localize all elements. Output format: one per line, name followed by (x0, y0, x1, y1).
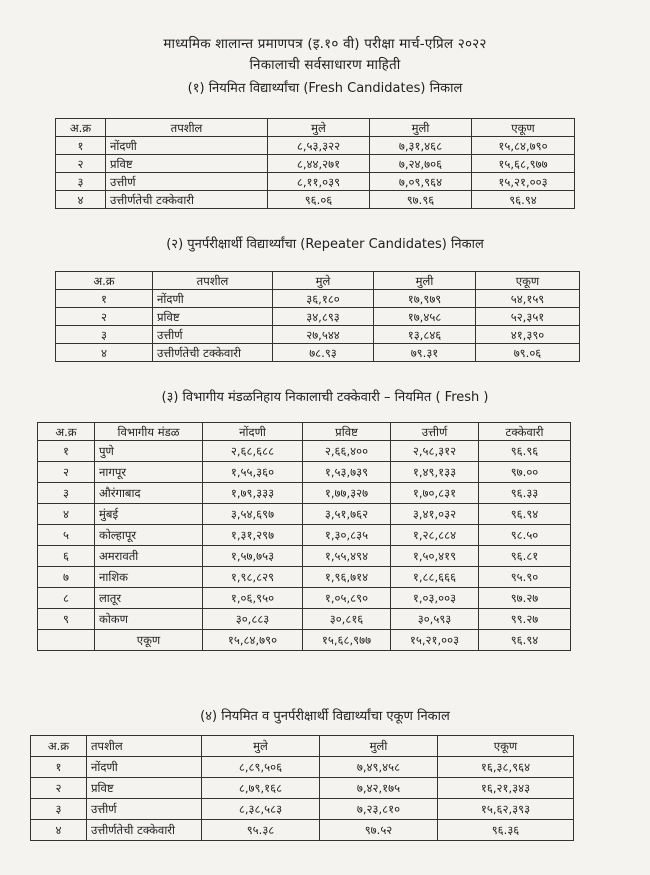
total-cell: ५२,३५१ (476, 308, 580, 326)
passed-cell: १,५०,४१९ (391, 546, 479, 567)
girls-cell: ७,०९,९६४ (370, 173, 472, 191)
boys-cell: ८,४४,२७१ (268, 155, 370, 173)
column-header: नोंदणी (203, 423, 303, 441)
girls-cell: ९७.५२ (320, 820, 438, 841)
board-cell: पुणे (95, 441, 203, 462)
total-cell: १५,६२,३९३ (438, 799, 574, 820)
boys-cell: ९५.३८ (202, 820, 320, 841)
passed-cell: १५,२१,००३ (391, 630, 479, 651)
percentage-cell: ९७.२७ (479, 588, 571, 609)
total-label-cell: एकूण (95, 630, 203, 651)
column-header: मुले (202, 736, 320, 757)
registered-cell: १,५५,३६० (203, 462, 303, 483)
boys-cell: ८,८९,५०६ (202, 757, 320, 778)
column-header: अ.क्र (31, 736, 87, 757)
column-header: टक्केवारी (479, 423, 571, 441)
registered-cell: ३,५४,६९७ (203, 504, 303, 525)
girls-cell: ७,२४,७०६ (370, 155, 472, 173)
column-header: एकूण (472, 119, 575, 137)
girls-cell: ९७.९६ (370, 191, 472, 209)
registered-cell: १,०६,९५० (203, 588, 303, 609)
table-row (38, 483, 571, 504)
boys-cell: ३४,८९३ (273, 308, 374, 326)
table-row (38, 609, 571, 630)
appeared-cell: १,९६,७१४ (303, 567, 391, 588)
percentage-cell: ९९.२७ (479, 609, 571, 630)
appeared-cell: १,५३,७३९ (303, 462, 391, 483)
detail-cell: उत्तीर्णतेची टक्केवारी (106, 191, 268, 209)
appeared-cell: ३,५१,७६२ (303, 504, 391, 525)
serial-cell: ७ (38, 567, 95, 588)
boys-cell: ८,५३,३२२ (268, 137, 370, 155)
boys-cell: ८,११,०३९ (268, 173, 370, 191)
table-header-row (31, 736, 574, 757)
percentage-cell: ९७.०० (479, 462, 571, 483)
serial-cell: १ (56, 290, 153, 308)
board-cell: औरंगाबाद (95, 483, 203, 504)
table-header-row (56, 272, 580, 290)
detail-cell: उत्तीर्ण (106, 173, 268, 191)
passed-cell: ३०,५९३ (391, 609, 479, 630)
total-cell: ९६.९४ (472, 191, 575, 209)
table-row (56, 191, 575, 209)
serial-cell: २ (31, 778, 87, 799)
detail-cell: उत्तीर्णतेची टक्केवारी (153, 344, 273, 362)
section-4-title: (४) नियमित व पुनर्परीक्षार्थी विद्यार्थ्यांचा एकूण निकाल (200, 709, 450, 724)
detail-cell: उत्तीर्ण (87, 799, 202, 820)
board-cell: लातूर (95, 588, 203, 609)
column-header: उत्तीर्ण (391, 423, 479, 441)
column-header: अ.क्र (56, 272, 153, 290)
percentage-cell: ९६.९४ (479, 630, 571, 651)
table-row (38, 588, 571, 609)
percentage-cell: ९५.९० (479, 567, 571, 588)
board-cell: अमरावती (95, 546, 203, 567)
total-cell: १६,३८,९६४ (438, 757, 574, 778)
registered-cell: १५,८४,७९० (203, 630, 303, 651)
girls-cell: १७,९७९ (374, 290, 476, 308)
table-row (38, 441, 571, 462)
serial-cell: ४ (56, 191, 106, 209)
serial-cell: ३ (38, 483, 95, 504)
appeared-cell: ३०,८१६ (303, 609, 391, 630)
combined-result-table (30, 735, 574, 841)
column-header: तपशील (87, 736, 202, 757)
registered-cell: १,३१,२९७ (203, 525, 303, 546)
document-subtitle: निकालाची सर्वसाधारण माहिती (249, 57, 401, 73)
appeared-cell: १,०५,८९० (303, 588, 391, 609)
divisional-board-table (37, 422, 571, 651)
total-cell: १५,८४,७९० (472, 137, 575, 155)
boys-cell: ३६,१८० (273, 290, 374, 308)
column-header: अ.क्र (38, 423, 95, 441)
table-row (56, 326, 580, 344)
column-header: मुले (268, 119, 370, 137)
boys-cell: २७,५४४ (273, 326, 374, 344)
serial-cell: ८ (38, 588, 95, 609)
girls-cell: ७,२३,८१० (320, 799, 438, 820)
table-total-row (38, 630, 571, 651)
table-row (38, 525, 571, 546)
column-header: एकूण (438, 736, 574, 757)
serial-cell: ९ (38, 609, 95, 630)
column-header: मुली (370, 119, 472, 137)
serial-cell: ५ (38, 525, 95, 546)
column-header: मुली (320, 736, 438, 757)
serial-cell: ३ (56, 326, 153, 344)
boys-cell: ८,७९,१६८ (202, 778, 320, 799)
table-header-row (38, 423, 571, 441)
total-cell: १५,२१,००३ (472, 173, 575, 191)
table-row (31, 799, 574, 820)
detail-cell: उत्तीर्ण (153, 326, 273, 344)
detail-cell: प्रविष्ट (87, 778, 202, 799)
registered-cell: १,९८,८२९ (203, 567, 303, 588)
appeared-cell: १,७७,३२७ (303, 483, 391, 504)
appeared-cell: १५,६८,९७७ (303, 630, 391, 651)
appeared-cell: १,५५,४९४ (303, 546, 391, 567)
section-3-title: (३) विभागीय मंडळनिहाय निकालाची टक्केवारी – नियमित ( Fresh ) (161, 390, 489, 405)
table-row (38, 546, 571, 567)
girls-cell: ७,४२,१७५ (320, 778, 438, 799)
table-row (31, 820, 574, 841)
girls-cell: ७९.३१ (374, 344, 476, 362)
registered-cell: १,७९,३३३ (203, 483, 303, 504)
serial-cell: ४ (38, 504, 95, 525)
table-row (56, 344, 580, 362)
boys-cell: ९६.०६ (268, 191, 370, 209)
percentage-cell: ९६.९४ (479, 504, 571, 525)
total-cell: १५,६८,९७७ (472, 155, 575, 173)
serial-cell: ४ (31, 820, 87, 841)
appeared-cell: १,३०,८३५ (303, 525, 391, 546)
column-header: एकूण (476, 272, 580, 290)
board-cell: नागपूर (95, 462, 203, 483)
serial-cell: २ (56, 155, 106, 173)
total-cell: ९६.३६ (438, 820, 574, 841)
total-cell: ४१,३९० (476, 326, 580, 344)
detail-cell: प्रविष्ट (106, 155, 268, 173)
detail-cell: नोंदणी (153, 290, 273, 308)
table-row (56, 308, 580, 326)
total-cell: ५४,१५९ (476, 290, 580, 308)
passed-cell: ३,४१,०३२ (391, 504, 479, 525)
total-cell: १६,२१,३४३ (438, 778, 574, 799)
board-cell: कोकण (95, 609, 203, 630)
table-row (56, 290, 580, 308)
table-row (56, 155, 575, 173)
table-row (38, 504, 571, 525)
column-header: तपशील (153, 272, 273, 290)
repeater-candidates-table (55, 271, 580, 362)
serial-cell: १ (31, 757, 87, 778)
passed-cell: १,२८,८८४ (391, 525, 479, 546)
percentage-cell: ९६.८१ (479, 546, 571, 567)
detail-cell: उत्तीर्णतेची टक्केवारी (87, 820, 202, 841)
girls-cell: ७,३१,४६८ (370, 137, 472, 155)
detail-cell: नोंदणी (87, 757, 202, 778)
column-header: प्रविष्ट (303, 423, 391, 441)
section-2-title: (२) पुनर्परीक्षार्थी विद्यार्थ्यांचा (Repeater Candidates) निकाल (166, 237, 484, 252)
passed-cell: १,७०,८३१ (391, 483, 479, 504)
passed-cell: १,४९,१३३ (391, 462, 479, 483)
table-row (31, 778, 574, 799)
table-row (38, 462, 571, 483)
board-cell: कोल्हापूर (95, 525, 203, 546)
table-row (56, 137, 575, 155)
document-title: माध्यमिक शालान्त प्रमाणपत्र (इ.१० वी) परीक्षा मार्च-एप्रिल २०२२ (163, 36, 487, 52)
registered-cell: १,५७,७५३ (203, 546, 303, 567)
boys-cell: ८,३८,५८३ (202, 799, 320, 820)
fresh-candidates-table (55, 118, 575, 209)
board-cell: मुंबई (95, 504, 203, 525)
detail-cell: प्रविष्ट (153, 308, 273, 326)
serial-cell: २ (38, 462, 95, 483)
column-header: तपशील (106, 119, 268, 137)
girls-cell: १३,८४६ (374, 326, 476, 344)
percentage-cell: ९८.५० (479, 525, 571, 546)
column-header: मुली (374, 272, 476, 290)
table-row (56, 173, 575, 191)
column-header: मुले (273, 272, 374, 290)
registered-cell: ३०,८८३ (203, 609, 303, 630)
serial-cell: ३ (31, 799, 87, 820)
serial-cell: १ (38, 441, 95, 462)
percentage-cell: ९६.३३ (479, 483, 571, 504)
total-cell: ७९.०६ (476, 344, 580, 362)
detail-cell: नोंदणी (106, 137, 268, 155)
passed-cell: २,५८,३१२ (391, 441, 479, 462)
girls-cell: ७,४९,४५८ (320, 757, 438, 778)
board-cell: नाशिक (95, 567, 203, 588)
registered-cell: २,६८,६८८ (203, 441, 303, 462)
percentage-cell: ९६.९६ (479, 441, 571, 462)
serial-cell: ३ (56, 173, 106, 191)
serial-cell: १ (56, 137, 106, 155)
table-row (31, 757, 574, 778)
table-header-row (56, 119, 575, 137)
serial-cell: ४ (56, 344, 153, 362)
passed-cell: १,८८,६६६ (391, 567, 479, 588)
serial-cell: ६ (38, 546, 95, 567)
column-header: विभागीय मंडळ (95, 423, 203, 441)
serial-cell: २ (56, 308, 153, 326)
table-row (38, 567, 571, 588)
girls-cell: १७,४५८ (374, 308, 476, 326)
section-1-title: (१) नियमित विद्यार्थ्यांचा (Fresh Candidates) निकाल (187, 81, 463, 96)
column-header: अ.क्र (56, 119, 106, 137)
appeared-cell: २,६६,४०० (303, 441, 391, 462)
passed-cell: १,०३,००३ (391, 588, 479, 609)
boys-cell: ७८.९३ (273, 344, 374, 362)
